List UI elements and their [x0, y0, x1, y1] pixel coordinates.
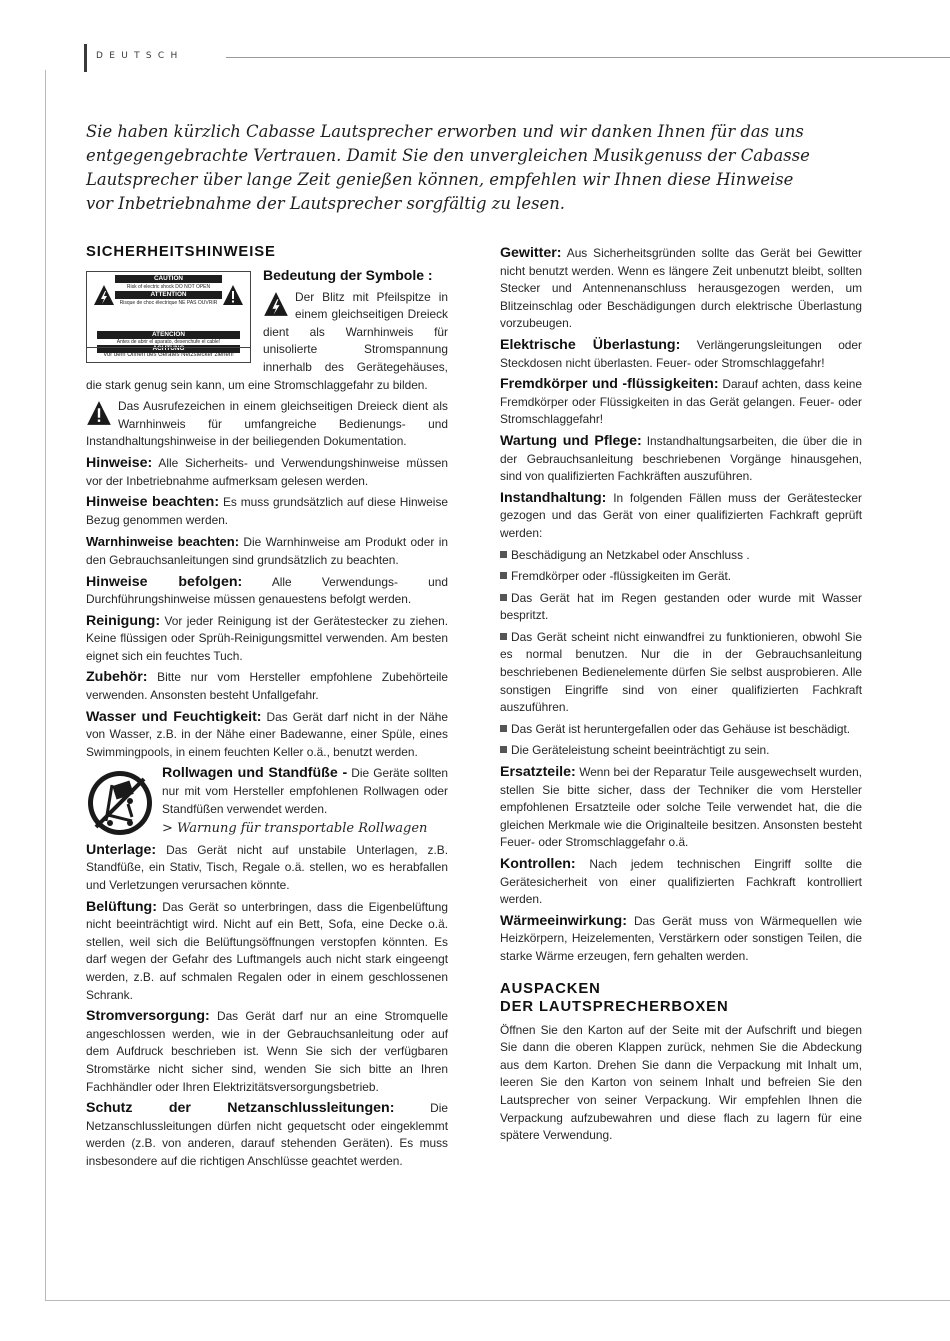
caution-band: CAUTION [115, 275, 222, 283]
trolley-block [86, 765, 448, 837]
trolley-term: Rollwagen und Standfüße - [162, 765, 348, 782]
item-term: Wartung und Pflege: [500, 432, 642, 449]
item-term: Ersatzteile: [500, 764, 576, 781]
symbols-title: Bedeutung der Symbole : [263, 267, 433, 283]
item-netzanschluss [86, 1100, 448, 1170]
item-text: Alle Sicherheits- und Verwendungshinweise müssen vor der Inbetriebnahme aufmerksam gelesen werden. [86, 455, 448, 488]
safety-title: SICHERHEITSHINWEISE [86, 244, 276, 260]
frame-left-rule [45, 70, 46, 1300]
list-item-text: Das Gerät hat im Regen gestanden oder wurde mit Wasser bespritzt. [500, 590, 862, 623]
attention-band: ATTENTION [115, 291, 222, 299]
item-reinigung [86, 613, 448, 666]
list-item [500, 629, 862, 717]
square-bullet-icon [500, 551, 507, 558]
item-text: Die Netzanschlussleitungen dürfen nicht gequetscht oder eingeklemmt werden (z.B. von anderen, darauf stehenden Geräten). Es muss insbesondere auf die richtigen Anschlüsse geachtet werden. [86, 1101, 449, 1168]
intro-text: Sie haben kürzlich Cabasse Lautsprecher erworben und wir danken Ihnen für das uns entgegengebrachte Vertrauen. Damit Sie den unvergleichen Musikgenuss der Cabasse Lautsprecher über lange Zeit genießen können, empfehlen wir Ihnen diese Hinweise vor Inbetriebnahme der Lautsprecher sorgfältig zu lesen. [86, 122, 810, 213]
item-term: Stromversorgung: [86, 1008, 210, 1025]
item-hinweise [86, 455, 448, 490]
item-term: Schutz der Netzanschlussleitungen: [86, 1100, 395, 1117]
item-text: Alle Verwendungs- und Durchführungshinweise müssen genauestens befolgt werden. [86, 574, 449, 607]
item-text: Instandhaltungsarbeiten, die über die in der Gebrauchsanleitung beschriebenen Vorgänge hinausgehen, sind von qualifizierten Fachkräften auszuführen. [500, 433, 862, 484]
item-kontrollen [500, 856, 862, 909]
attention-text: Risque de choc électrique NE PAS OUVRIR [119, 300, 218, 306]
unpacking-text: Öffnen Sie den Karton auf der Seite mit der Aufschrift und biegen Sie dann die oberen Klappen zurück, nehmen Sie die Abdeckung aus dem Karton. Drehen Sie dann die Verpackung mit Inhalt um, leeren Sie den Karton von seinem Inhalt und befreien Sie den Lautsprecher von seiner Verpackung. Wir empfehlen Ihnen die Verpackung aufzubewahren und diese flach zu lagern für eine spätere Verwendung. [500, 1022, 862, 1143]
item-stromversorgung [86, 1008, 448, 1096]
list-item [500, 590, 862, 625]
unpacking-title [500, 980, 862, 1016]
item-text: Wenn bei der Reparatur Teile ausgewechselt wurden, stellen Sie bitte sicher, dass der Techniker die vom Hersteller empfohlenen Ersatzteile oder solche Teile verwendet hat, die die gleichen Merkmale wie die Originalteile besitzen. Ansonsten besteht Feuer- oder Stromschlaggefahr o.ä. [500, 765, 862, 850]
caution-label [86, 271, 251, 363]
achtung-band: ACHTUNG [97, 345, 240, 353]
item-term: Fremdkörper und -flüssigkeiten: [500, 376, 719, 393]
item-hinweise-befolgen [86, 574, 448, 609]
item-waermeeinwirkung [500, 913, 862, 966]
caution-text-block [115, 274, 222, 306]
item-text: Nach jedem technischen Eingriff sollte die Gerätesicherheit von einer qualifizierten Fachkraft kontrolliert werden. [500, 857, 862, 907]
frame-bottom-rule [45, 1300, 950, 1301]
item-term: Zubehör: [86, 669, 148, 686]
item-term: Warnhinweise beachten: [86, 534, 240, 550]
item-text: Es muss grundsätzlich auf diese Hinweise Bezug genommen werden. [86, 495, 448, 527]
trolley-description: Die Geräte sollten nur mit vom Hersteller empfohlenen Rollwagen oder Standfüßen verwendet werden. [162, 766, 449, 816]
item-term: Hinweise beachten: [86, 494, 220, 511]
trolley-warning-icon [86, 769, 154, 837]
item-text: In folgenden Fällen muss der Gerätestecker gezogen und das Gerät von einer qualifizierten Fachkraft geprüft werden: [500, 490, 862, 540]
item-zubehoer [86, 669, 448, 704]
list-item [500, 742, 862, 760]
maintenance-list [500, 547, 862, 761]
item-term: Instandhaltung: [500, 489, 607, 506]
square-bullet-icon [500, 594, 507, 601]
item-text: Das Gerät darf nicht in der Nähe von Wasser, z.B. in der Nähe einer Badewanne, einer Spüle, eines Swimmingpools, in einem feuchten Keller o.ä., benutzt werden. [86, 709, 448, 759]
item-instandhaltung [500, 490, 862, 543]
square-bullet-icon [500, 746, 507, 753]
item-wasser [86, 709, 448, 762]
list-item-text: Beschädigung an Netzkabel oder Anschluss . [511, 547, 750, 562]
item-wartung [500, 433, 862, 486]
list-item [500, 568, 862, 586]
item-term: Unterlage: [86, 841, 157, 858]
lightning-text: Der Blitz mit Pfeilspitze in einem gleichseitigen Dreieck dient als Warnhinweis für unisolierte Stromspannung innerhalb des Gerätegehäuses, die stark genug sein kann, um eine Stromschlaggefahr zu bilden. [86, 289, 448, 392]
right-column [500, 245, 862, 1149]
item-text: Das Gerät so unterbringen, dass die Eigenbelüftung nicht beeinträchtigt wird. Nicht auf ein Bett, Sofa, eine Decke o.ä. stellen, weil sich die Belüftungsöffnungen verstopfen könnten. Es darf wegen der Gefahr des Luftmangels auch nicht stark eingeengt werden, z.B. auf schmalen Regalen oder in einem geschlossenen Schrank. [86, 899, 448, 1002]
item-text: Aus Sicherheitsgründen sollte das Gerät bei Gewitter nicht benutzt werden. Wenn es längere Zeit unbenutzt bleibt, sollten Stecker und Antennenanschluss herausgezogen werden, um Blitzeinschlag oder Beschädigungen durch elektrische Überlastung vorzubeugen. [500, 246, 862, 331]
item-term: Belüftung: [86, 898, 157, 915]
item-fremdkoerper [500, 376, 862, 429]
item-term: Reinigung: [86, 612, 161, 629]
item-term: Hinweise befolgen: [86, 573, 243, 590]
item-text: Das Gerät nicht auf unstabile Unterlagen, z.B. Standfüße, ein Stativ, Tisch, Regale o.ä. stellen, wo es herabfallen und Verletzungen verursachen könnte. [86, 842, 448, 892]
item-term: Hinweise: [86, 454, 153, 471]
list-item-text: Die Geräteleistung scheint beeinträchtigt zu sein. [511, 743, 770, 758]
item-term: Wärmeeinwirkung: [500, 912, 627, 929]
lightning-warning-icon [93, 284, 115, 306]
exclamation-warning-icon [222, 284, 244, 306]
item-ueberlastung [500, 337, 862, 372]
list-item-text: Das Gerät ist heruntergefallen oder das Gehäuse ist beschädigt. [511, 721, 851, 736]
item-belueftung [86, 899, 448, 1005]
item-hinweise-beachten [86, 494, 448, 529]
exclamation-explanation [86, 398, 448, 451]
square-bullet-icon [500, 725, 507, 732]
list-item [500, 547, 862, 565]
item-text: Das Gerät muss von Wärmequellen wie Heizkörpern, Heizelementen, Verstärkern oder sonstigen Teilen, die starke Wärme erzeugen, fern gehalten werden. [500, 913, 862, 963]
item-ersatzteile [500, 764, 862, 852]
item-term: Wasser und Feuchtigkeit: [86, 708, 262, 725]
atencion-band: ATENCIÓN [97, 331, 240, 339]
item-text: Vor jeder Reinigung ist der Gerätestecker zu ziehen. Keine flüssigen oder Sprüh-Reinigungsmittel verwenden. Am besten eignet sich ein feuchtes Tuch. [86, 613, 448, 663]
language-header: DEUTSCH [96, 51, 184, 61]
square-bullet-icon [500, 572, 507, 579]
list-item-text: Das Gerät scheint nicht einwandfrei zu funktionieren, obwohl Sie es normal benutzen. Nur die in der Gebrauchsanleitung beschriebenen Bedienelemente dürfen Sie selbst ausprobieren. Alle sonstigen Eingriffe sind von einer qualifizierten Fachkraft auszuführen. [500, 629, 862, 715]
left-column [86, 243, 448, 1175]
exclamation-text: Das Ausrufezeichen in einem gleichseitigen Dreieck dient als Warnhinweis für umfangreiche Bedienungs- und Instandhaltungshinweise in der beiliegenden Dokumentation. [86, 399, 448, 449]
unpacking-title-line1: AUSPACKEN [500, 980, 601, 997]
square-bullet-icon [500, 633, 507, 640]
item-warnhinweise [86, 533, 448, 569]
header-bar [84, 44, 87, 72]
item-term: Gewitter: [500, 245, 562, 261]
header-rule [226, 57, 950, 58]
list-item-text: Fremdkörper oder -flüssigkeiten im Gerät. [511, 569, 732, 584]
trolley-warning: > Warnung für transportable Rollwagen [162, 821, 428, 837]
exclamation-symbol-icon [86, 400, 112, 426]
item-text: Das Gerät darf nur an eine Stromquelle angeschlossen werden, wie in der Gebrauchsanleitung oder auf dem Aufdruck beschrieben ist. Wenn Sie sich der verfügbaren Stromstärke nicht sicher sind, wenden Sie sich bitte an Ihren Fachhändler oder Ihren Elektrizitätsversorgungsbetrieb. [86, 1009, 448, 1094]
achtung-text: Vor dem Öffnen des Gerätes Netzstecker ziehen! [87, 347, 250, 362]
unpacking-title-line2: DER LAUTSPRECHERBOXEN [500, 998, 729, 1015]
item-text: Darauf achten, dass keine Fremdkörper oder Flüssigkeiten in das Gerät gelangen. Feuer- oder Stromschlaggefahr! [500, 377, 862, 427]
item-text: Bitte nur vom Hersteller empfohlene Zubehörteile verwenden. Ansonsten besteht Unfallgefahr. [86, 670, 448, 703]
list-item [500, 721, 862, 739]
item-term: Elektrische Überlastung: [500, 336, 681, 353]
caution-text: Risk of electric shock DO NOT OPEN [126, 284, 211, 290]
item-unterlage [86, 842, 448, 895]
item-text: Die Warnhinweise am Produkt oder in den Gebrauchsanleitungen sind grundsätzlich zu beachten. [86, 535, 448, 567]
item-term: Kontrollen: [500, 856, 576, 872]
item-text: Verlängerungsleitungen oder Steckdosen nicht überlasten. Feuer- oder Stromschlaggefahr! [500, 337, 862, 370]
lightning-symbol-icon [263, 291, 289, 317]
item-gewitter [500, 245, 862, 333]
atencion-text: Antes de abrir el aparato, desenchufe el cable! [116, 339, 221, 345]
